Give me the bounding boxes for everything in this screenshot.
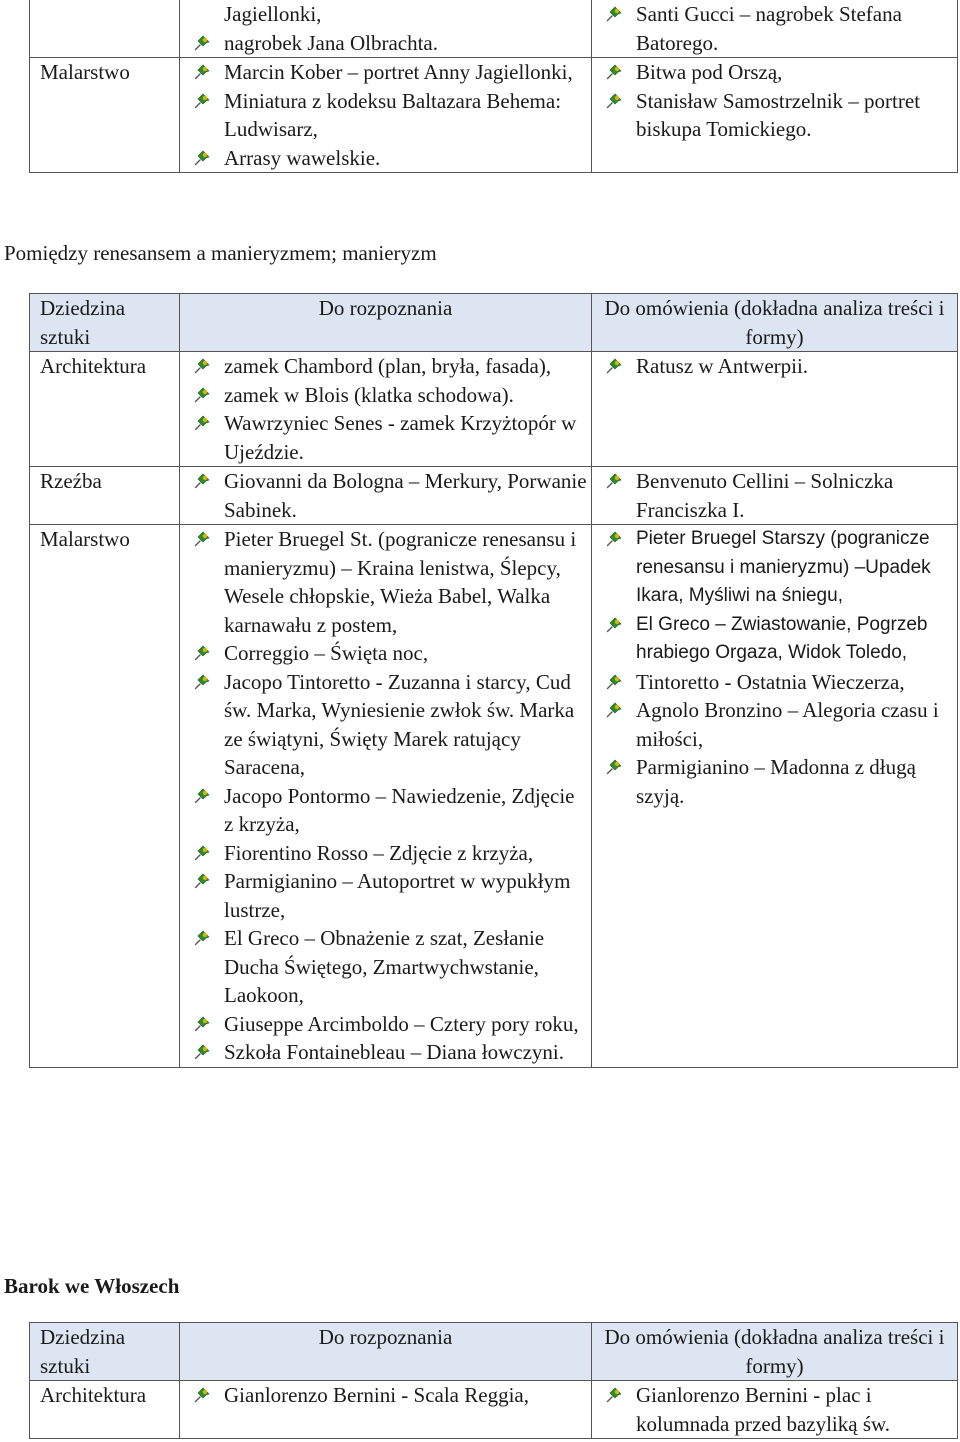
list-item xyxy=(606,668,953,697)
header-row xyxy=(30,1323,958,1381)
list-item xyxy=(194,639,587,668)
list-item-text: Szkoła Fontainebleau – Diana łowczyni. xyxy=(224,1040,564,1064)
list-item-text: Parmigianino – Autoportret w wypukłym lustrze, xyxy=(224,869,571,922)
list-item xyxy=(194,668,587,782)
list-item-text: Arrasy wawelskie. xyxy=(224,145,381,170)
list-item-text: Ratusz w Antwerpii. xyxy=(636,354,809,378)
list-item-text: Stanisław Samostrzelnik – portret biskupa Tomickiego. xyxy=(636,88,921,141)
discuss-cell xyxy=(592,0,958,58)
bullet-pushpin-icon xyxy=(194,674,210,690)
bullet-pushpin-icon xyxy=(194,873,210,889)
list-item-text: Agnolo Bronzino – Alegoria czasu i miłości, xyxy=(636,698,939,751)
header-row xyxy=(30,294,958,352)
bullet-pushpin-icon xyxy=(606,617,622,633)
bullet-pushpin-icon xyxy=(606,93,622,109)
bullet-pushpin-icon xyxy=(194,1387,210,1403)
list-item xyxy=(194,87,587,144)
discuss-cell xyxy=(592,352,958,467)
list-item xyxy=(194,924,587,1010)
bullet-pushpin-icon xyxy=(194,788,210,804)
bullet-pushpin-icon xyxy=(194,531,210,547)
list-item-text: Santi Gucci – nagrobek Stefana Batorego. xyxy=(636,2,902,55)
list-item xyxy=(606,58,953,87)
section-heading-baroque: Barok we Włoszech xyxy=(4,1274,180,1298)
list-item-text: Benvenuto Cellini – Solniczka Franciszka I. xyxy=(636,469,894,522)
header-category: Dziedzina sztuki xyxy=(30,294,180,352)
bullet-pushpin-icon xyxy=(194,387,210,403)
list-item xyxy=(606,753,953,810)
table-row xyxy=(30,352,958,467)
category-cell xyxy=(30,0,180,58)
list-item xyxy=(194,381,587,410)
list-item-text: El Greco – Obnażenie z szat, Zesłanie Ducha Świętego, Zmartwychwstanie, Laokoon, xyxy=(224,926,545,1007)
header-recognize: Do rozpoznania xyxy=(180,1323,592,1381)
table-row xyxy=(30,467,958,525)
list-item-text: Pieter Bruegel St. (pogranicze renesansu i manieryzmu) – Kraina lenistwa, Ślepcy, Wesele chłopskie, Wieża Babel, Walka karnawału z postem, xyxy=(224,527,577,637)
recognize-cell xyxy=(180,352,592,467)
category-cell: Malarstwo xyxy=(30,525,180,1068)
list-item xyxy=(194,782,587,839)
bullet-pushpin-icon xyxy=(194,150,210,166)
bullet-pushpin-icon xyxy=(194,358,210,374)
list-item-text: Parmigianino – Madonna z długą szyją. xyxy=(636,755,916,808)
list-item-text: Bitwa pod Orszą, xyxy=(636,60,783,84)
list-item xyxy=(194,29,587,58)
list-item-text: Fiorentino Rosso – Zdjęcie z krzyża, xyxy=(224,840,534,865)
list-item-text: Giuseppe Arcimboldo – Cztery pory roku, xyxy=(224,1011,579,1036)
bullet-pushpin-icon xyxy=(606,358,622,374)
bullet-pushpin-icon xyxy=(194,645,210,661)
discuss-cell xyxy=(592,1381,958,1439)
list-item xyxy=(606,696,953,753)
list-item xyxy=(194,352,587,381)
list-item xyxy=(606,0,953,57)
table-row xyxy=(30,1381,958,1439)
bullet-pushpin-icon xyxy=(606,64,622,80)
list-item xyxy=(606,467,953,524)
bullet-pushpin-icon xyxy=(194,415,210,431)
bullet-pushpin-icon xyxy=(194,64,210,80)
category-cell: Malarstwo xyxy=(30,58,180,173)
list-item-text: Tintoretto - Ostatnia Wieczerza, xyxy=(636,669,905,694)
list-item-text: zamek Chambord (plan, bryła, fasada), xyxy=(224,354,552,378)
baroque-table xyxy=(29,1322,958,1439)
bullet-pushpin-icon xyxy=(606,6,622,22)
header-recognize: Do rozpoznania xyxy=(180,294,592,352)
list-item-text: Jacopo Pontormo – Nawiedzenie, Zdjęcie z krzyża, xyxy=(224,783,575,836)
category-cell: Architektura xyxy=(30,1381,180,1439)
list-item-text: zamek w Blois (klatka schodowa). xyxy=(224,382,514,407)
list-item-text: Jagiellonki, xyxy=(224,2,322,26)
bullet-pushpin-icon xyxy=(194,1044,210,1060)
list-item-text: Correggio – Święta noc, xyxy=(224,641,429,665)
list-item-text: El Greco – Zwiastowanie, Pogrzeb hrabiego Orgaza, Widok Toledo, xyxy=(636,613,928,663)
bullet-pushpin-icon xyxy=(606,702,622,718)
list-item xyxy=(194,467,587,524)
list-item xyxy=(606,352,953,381)
recognize-cell xyxy=(180,467,592,525)
list-item xyxy=(606,1381,953,1438)
category-cell: Architektura xyxy=(30,352,180,467)
list-item xyxy=(194,0,587,29)
list-item xyxy=(194,1038,587,1067)
list-item-text: Gianlorenzo Bernini - Scala Reggia, xyxy=(224,1383,529,1407)
category-cell: Rzeźba xyxy=(30,467,180,525)
list-item xyxy=(194,1381,587,1410)
list-item xyxy=(194,409,587,466)
list-item-text: Wawrzyniec Senes - zamek Krzyżtopór w Ujeździe. xyxy=(224,411,577,464)
list-item xyxy=(194,839,587,868)
table-row xyxy=(30,525,958,1068)
bullet-pushpin-icon xyxy=(606,473,622,489)
list-item-text: Jacopo Tintoretto - Zuzanna i starcy, Cud św. Marka, Wyniesienie zwłok św. Marka ze świątyni, Święty Marek ratujący Saracena, xyxy=(224,669,575,779)
bullet-pushpin-icon xyxy=(194,473,210,489)
section-heading-mannerism: Pomiędzy renesansem a manieryzmem; manieryzm xyxy=(4,241,437,265)
list-item xyxy=(194,1010,587,1039)
list-item xyxy=(606,87,953,144)
list-item xyxy=(194,525,587,639)
recognize-cell xyxy=(180,525,592,1068)
bullet-pushpin-icon xyxy=(194,1016,210,1032)
bullet-pushpin-icon xyxy=(194,845,210,861)
bullet-pushpin-icon xyxy=(194,35,210,51)
list-item xyxy=(194,144,587,173)
list-item-text: Miniatura z kodeksu Baltazara Behema: Ludwisarz, xyxy=(224,88,562,141)
header-discuss: Do omówienia (dokładna analiza treści i formy) xyxy=(592,294,958,352)
recognize-cell xyxy=(180,1381,592,1439)
list-item xyxy=(194,867,587,924)
list-item xyxy=(194,58,587,87)
bullet-pushpin-icon xyxy=(606,674,622,690)
discuss-cell xyxy=(592,525,958,1068)
bullet-pushpin-icon xyxy=(606,1387,622,1403)
header-category: Dziedzina sztuki xyxy=(30,1323,180,1381)
list-item-text: Giovanni da Bologna – Merkury, Porwanie Sabinek. xyxy=(224,469,587,522)
header-discuss: Do omówienia (dokładna analiza treści i formy) xyxy=(592,1323,958,1381)
bullet-pushpin-icon xyxy=(606,531,622,547)
list-item-text: nagrobek Jana Olbrachta. xyxy=(224,30,438,55)
table-row xyxy=(30,0,958,58)
recognize-cell xyxy=(180,58,592,173)
bullet-pushpin-icon xyxy=(194,930,210,946)
list-item-text: Gianlorenzo Bernini - plac i kolumnada przed bazyliką św. xyxy=(636,1383,891,1436)
bullet-pushpin-icon xyxy=(194,93,210,109)
recognize-cell xyxy=(180,0,592,58)
list-item-text: Marcin Kober – portret Anny Jagiellonki, xyxy=(224,60,573,84)
list-item-text: Pieter Bruegel Starszy (pogranicze renesansu i manieryzmu) –Upadek Ikara, Myśliwi na śniegu, xyxy=(636,528,931,606)
renaissance-table-continued xyxy=(29,0,958,173)
discuss-cell xyxy=(592,58,958,173)
table-row xyxy=(30,58,958,173)
bullet-pushpin-icon xyxy=(606,759,622,775)
list-item xyxy=(606,611,953,668)
mannerism-table xyxy=(29,293,958,1068)
list-item xyxy=(606,525,953,611)
discuss-cell xyxy=(592,467,958,525)
